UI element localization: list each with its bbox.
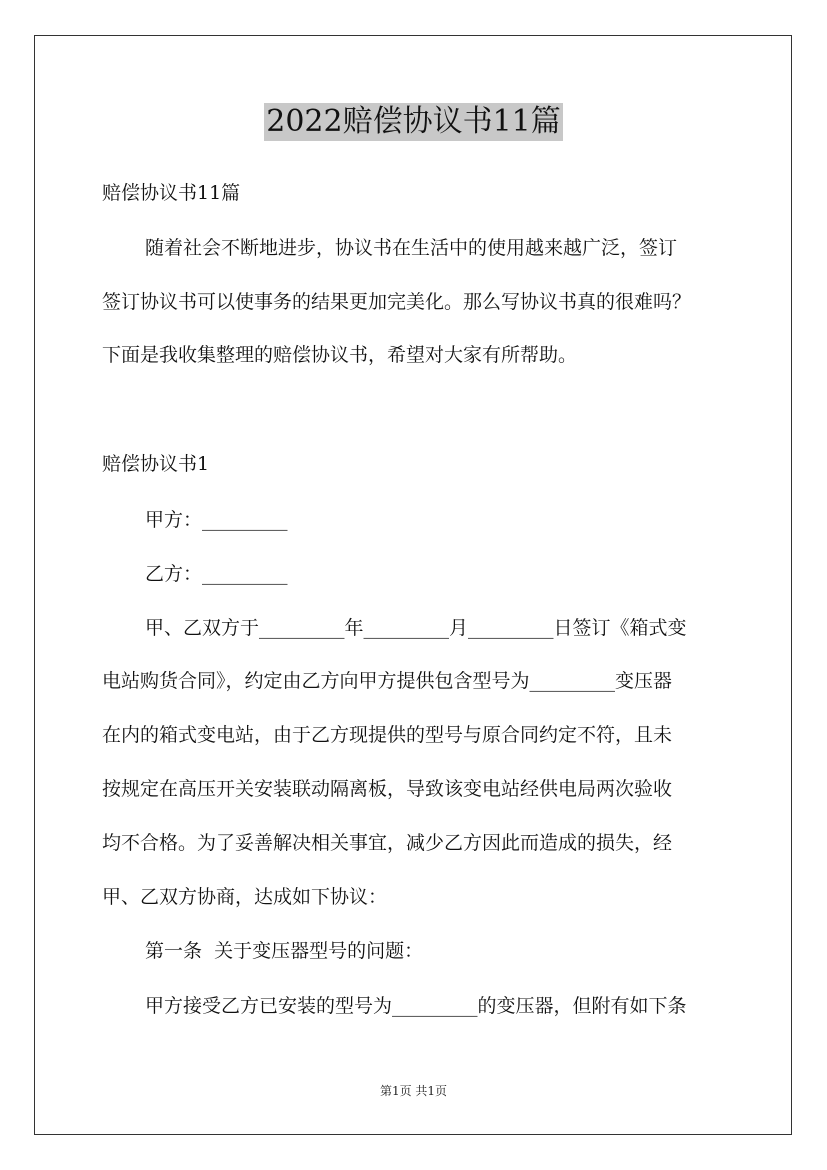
page-footer: 第1页 共1页 <box>379 1084 448 1098</box>
section-heading: 赔偿协议书1 <box>102 453 210 475</box>
document-title-text: 2022赔偿协议书11篇 <box>266 104 561 139</box>
paragraph-line: 签订协议书可以使事务的结果更加完美化。那么写协议书真的很难吗？ <box>102 291 692 313</box>
paragraph-line: 甲、乙双方于_________年_________月_________日签订《箱式变 <box>145 617 687 639</box>
article-heading: 第一条 关于变压器型号的问题： <box>145 940 424 962</box>
paragraph-line: 均不合格。为了妥善解决相关事宜，减少乙方因此而造成的损失，经 <box>102 832 673 854</box>
paragraph-line: 随着社会不断地进步，协议书在生活中的使用越来越广泛，签订 <box>145 237 678 259</box>
subtitle-line: 赔偿协议书11篇 <box>102 182 241 204</box>
party-b-line: 乙方：_________ <box>145 563 288 585</box>
paragraph-line: 甲方接受乙方已安装的型号为_________的变压器，但附有如下条 <box>145 995 687 1017</box>
paragraph-line: 在内的箱式变电站，由于乙方现提供的型号与原合同约定不符，且未 <box>102 724 673 746</box>
paragraph-line: 电站购货合同》，约定由乙方向甲方提供包含型号为_________变压器 <box>102 670 673 692</box>
paragraph-line: 甲、乙双方协商，达成如下协议： <box>102 886 388 908</box>
document-title <box>0 103 827 141</box>
paragraph-line: 下面是我收集整理的赔偿协议书，希望对大家有所帮助。 <box>102 344 578 366</box>
paragraph-line: 按规定在高压开关安装联动隔离板，导致该变电站经供电局两次验收 <box>102 778 673 800</box>
party-a-line: 甲方：_________ <box>145 509 288 531</box>
